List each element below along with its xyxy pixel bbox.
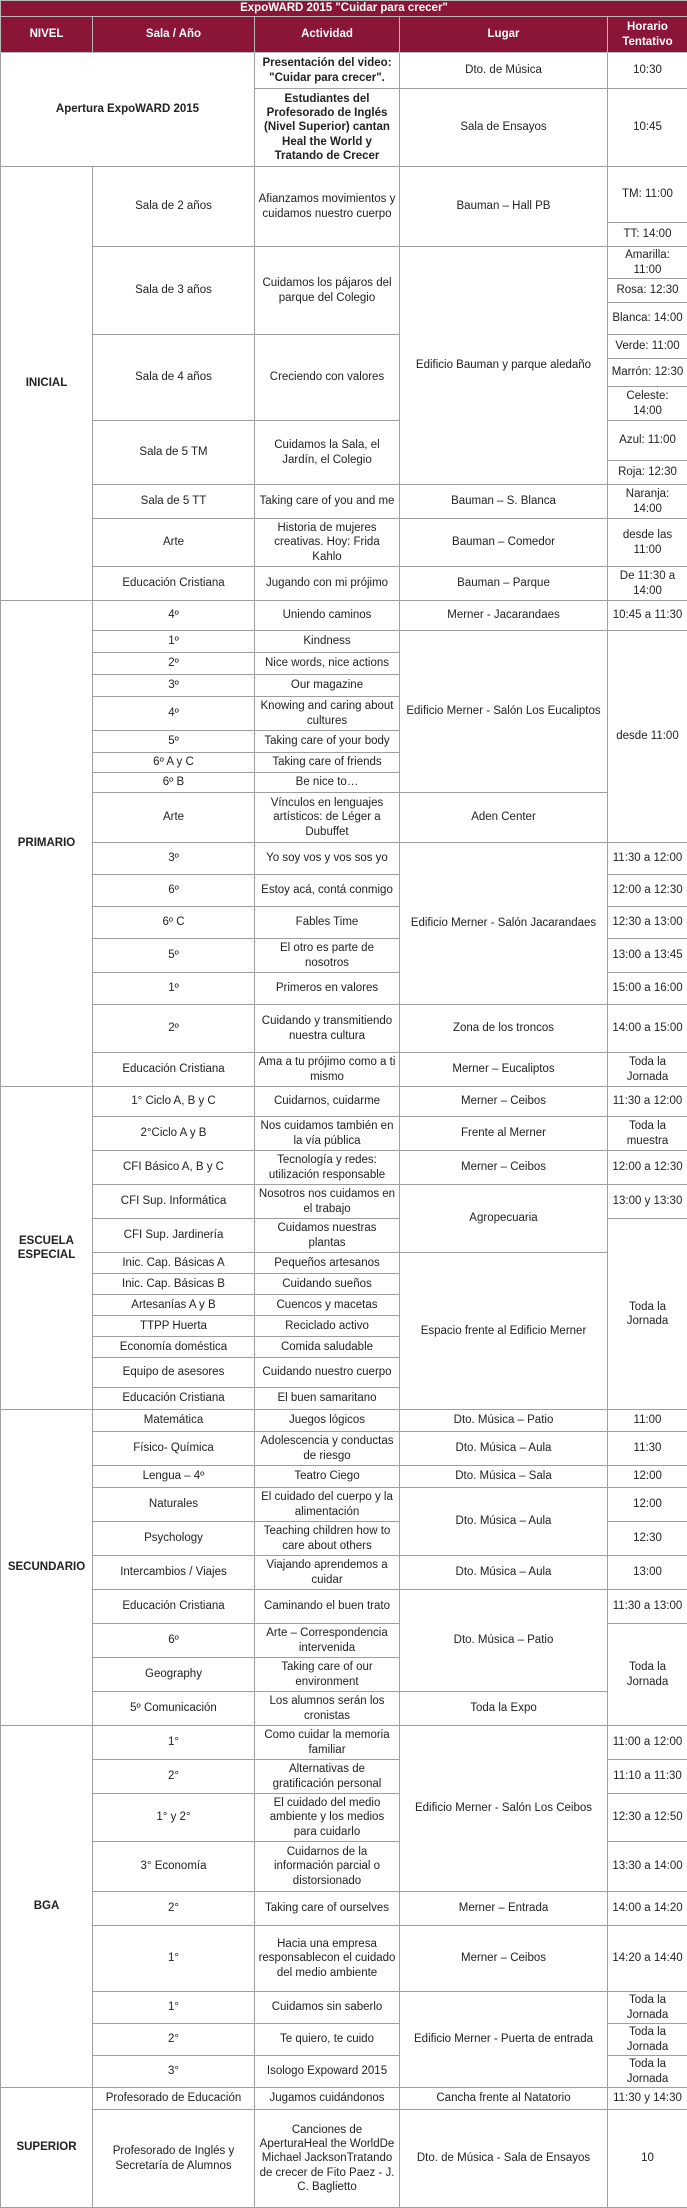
location-cell: Merner – Ceibos [400, 1087, 608, 1117]
time-cell: 14:00 a 14:20 [608, 1892, 687, 1926]
grade-cell: Geography [93, 1658, 255, 1692]
time-cell: 10:45 [608, 89, 687, 167]
grade-cell: 3º [93, 675, 255, 697]
grade-cell: CFI Básico A, B y C [93, 1151, 255, 1185]
time-cell: 11:30 a 13:00 [608, 1590, 687, 1624]
nivel-superior: SUPERIOR [1, 2088, 93, 2208]
table-row [1, 247, 687, 279]
grade-cell: 5º [93, 731, 255, 753]
grade-cell: 6º [93, 875, 255, 907]
location-cell: Edificio Merner - Puerta de entrada [400, 1992, 608, 2088]
table-row [1, 1410, 687, 1432]
activity-cell: Our magazine [255, 675, 400, 697]
grade-cell: 1° [93, 1992, 255, 2024]
activity-cell: Estoy acá, contá conmigo [255, 875, 400, 907]
activity-cell: Ama a tu prójimo como a ti mismo [255, 1053, 400, 1087]
grade-cell: Inic. Cap. Básicas B [93, 1274, 255, 1295]
grade-cell: Sala de 4 años [93, 335, 255, 421]
time-cell: 15:00 a 16:00 [608, 973, 687, 1005]
time-cell: 11:30 y 14:30 [608, 2088, 687, 2110]
time-cell: 14:20 a 14:40 [608, 1926, 687, 1992]
table-row [1, 1692, 687, 1726]
time-cell: 11:00 a 12:00 [608, 1726, 687, 1760]
grade-cell: Arte [93, 793, 255, 843]
activity-cell: Taking care of friends [255, 753, 400, 773]
activity-cell: Viajando aprendemos a cuidar [255, 1556, 400, 1590]
location-cell: Bauman – Hall PB [400, 167, 608, 247]
time-cell: Toda la Jornada [608, 2056, 687, 2088]
grade-cell: Físico- Química [93, 1432, 255, 1466]
time-cell: Toda la Jornada [608, 1219, 687, 1410]
time-cell: Celeste: 14:00 [608, 387, 687, 421]
table-row [1, 1005, 687, 1053]
table-row [1, 519, 687, 567]
time-cell: Amarilla: 11:00 [608, 247, 687, 279]
activity-cell: El otro es parte de nosotros [255, 939, 400, 973]
location-cell: Zona de los troncos [400, 1005, 608, 1053]
grade-cell: 2° [93, 1892, 255, 1926]
time-cell: Marrón: 12:30 [608, 359, 687, 387]
activity-cell: Como cuidar la memoria familiar [255, 1726, 400, 1760]
grade-cell: 6º C [93, 907, 255, 939]
activity-cell: Cuidarnos de la información parcial o distorsionado [255, 1842, 400, 1892]
table-row [1, 2110, 687, 2208]
location-cell: Frente al Merner [400, 1117, 608, 1151]
time-cell: Toda la Jornada [608, 1053, 687, 1087]
activity-cell: Jugando con mi prójimo [255, 567, 400, 601]
location-cell: Merner - Jacarandaes [400, 601, 608, 631]
grade-cell: 3° [93, 2056, 255, 2088]
grade-cell: 1° [93, 1926, 255, 1992]
grade-cell: 6º A y C [93, 753, 255, 773]
activity-cell: Reciclado activo [255, 1316, 400, 1337]
activity-cell: Canciones de AperturaHeal the WorldDe Michael JacksonTratando de crecer de Fito Paez - J. C. Baglietto [255, 2110, 400, 2208]
header-actividad: Actividad [255, 17, 400, 53]
table-row [1, 1151, 687, 1185]
location-cell: Dto. Música – Aula [400, 1432, 608, 1466]
grade-cell: 1° Ciclo A, B y C [93, 1087, 255, 1117]
grade-cell: Economía doméstica [93, 1337, 255, 1358]
table-row [1, 1432, 687, 1466]
grade-cell: 1º [93, 973, 255, 1005]
activity-cell: Cuencos y macetas [255, 1295, 400, 1316]
table-row [1, 1087, 687, 1117]
grade-cell: Psychology [93, 1522, 255, 1556]
activity-cell: El cuidado del medio ambiente y los medios para cuidarlo [255, 1794, 400, 1842]
time-cell: Toda la muestra [608, 1117, 687, 1151]
activity-cell: Uniendo caminos [255, 601, 400, 631]
nivel-inicial: INICIAL [1, 167, 93, 601]
activity-cell: Teaching children how to care about others [255, 1522, 400, 1556]
activity-cell: Nos cuidamos también en la vía pública [255, 1117, 400, 1151]
activity-cell: Alternativas de gratificación personal [255, 1760, 400, 1794]
time-cell: 13:00 [608, 1556, 687, 1590]
time-cell: Naranja: 14:00 [608, 485, 687, 519]
time-cell: 12:00 a 12:30 [608, 1151, 687, 1185]
activity-cell: Cuidamos sin saberlo [255, 1992, 400, 2024]
time-cell: 12:00 [608, 1466, 687, 1488]
grade-cell: 1° y 2° [93, 1794, 255, 1842]
table-row [1, 2088, 687, 2110]
time-cell: 10:45 a 11:30 [608, 601, 687, 631]
grade-cell: Sala de 3 años [93, 247, 255, 335]
nivel-secundario: SECUNDARIO [1, 1410, 93, 1726]
location-cell: Merner – Eucaliptos [400, 1053, 608, 1087]
table-row [1, 1992, 687, 2024]
activity-cell: Taking care of your body [255, 731, 400, 753]
activity-cell: Be nice to… [255, 773, 400, 793]
activity-cell: Teatro Ciego [255, 1466, 400, 1488]
grade-cell: TTPP Huerta [93, 1316, 255, 1337]
activity-cell: Yo soy vos y vos sos yo [255, 843, 400, 875]
time-cell: Rosa: 12:30 [608, 279, 687, 303]
nivel-apertura: Apertura ExpoWARD 2015 [1, 53, 255, 167]
location-cell: Dto. Música – Sala [400, 1466, 608, 1488]
location-cell: Sala de Ensayos [400, 89, 608, 167]
time-cell: 10:30 [608, 53, 687, 89]
time-cell: 12:30 [608, 1522, 687, 1556]
grade-cell: Profesorado de Inglés y Secretaría de Alumnos [93, 2110, 255, 2208]
location-cell: Agropecuaria [400, 1185, 608, 1253]
time-cell: 11:30 a 12:00 [608, 1087, 687, 1117]
time-cell: 12:30 a 13:00 [608, 907, 687, 939]
location-cell: Aden Center [400, 793, 608, 843]
header-sala: Sala / Año [93, 17, 255, 53]
activity-cell: Los alumnos serán los cronistas [255, 1692, 400, 1726]
time-cell: Toda la Jornada [608, 1992, 687, 2024]
grade-cell: 1º [93, 631, 255, 653]
grade-cell: 2° [93, 2024, 255, 2056]
activity-cell: Afianzamos movimientos y cuidamos nuestro cuerpo [255, 167, 400, 247]
activity-cell: Nosotros nos cuidamos en el trabajo [255, 1185, 400, 1219]
time-cell: desde 11:00 [608, 631, 687, 843]
activity-cell: Cuidamos la Sala, el Jardín, el Colegio [255, 421, 400, 485]
activity-cell: Caminando el buen trato [255, 1590, 400, 1624]
time-cell: Blanca: 14:00 [608, 303, 687, 335]
activity-cell: Tecnología y redes: utilización responsable [255, 1151, 400, 1185]
grade-cell: CFI Sup. Informática [93, 1185, 255, 1219]
grade-cell: Educación Cristiana [93, 1590, 255, 1624]
nivel-especial: ESCUELA ESPECIAL [1, 1087, 93, 1410]
time-cell: 13:00 y 13:30 [608, 1185, 687, 1219]
time-cell: 11:30 [608, 1432, 687, 1466]
time-cell: 10 [608, 2110, 687, 2208]
location-cell: Dto. Música – Aula [400, 1556, 608, 1590]
grade-cell: Equipo de asesores [93, 1358, 255, 1388]
grade-cell: CFI Sup. Jardinería [93, 1219, 255, 1253]
activity-cell: Isologo Expoward 2015 [255, 2056, 400, 2088]
table-row [1, 1185, 687, 1219]
table-row [1, 1053, 687, 1087]
activity-cell: Presentación del video: "Cuidar para crecer". [255, 53, 400, 89]
grade-cell: Profesorado de Educación [93, 2088, 255, 2110]
location-cell: Edificio Merner - Salón Jacarandaes [400, 843, 608, 1005]
location-cell: Toda la Expo [400, 1692, 608, 1726]
grade-cell: 6º B [93, 773, 255, 793]
activity-cell: Arte – Correspondencia intervenida [255, 1624, 400, 1658]
nivel-primario: PRIMARIO [1, 601, 93, 1087]
location-cell: Dto. Música – Patio [400, 1590, 608, 1692]
table-title: ExpoWARD 2015 "Cuidar para crecer" [1, 1, 687, 17]
activity-cell: El cuidado del cuerpo y la alimentación [255, 1488, 400, 1522]
table-row [1, 631, 687, 653]
activity-cell: Historia de mujeres creativas. Hoy: Frida Kahlo [255, 519, 400, 567]
grade-cell: 1° [93, 1726, 255, 1760]
location-cell: Espacio frente al Edificio Merner [400, 1253, 608, 1410]
time-cell: Roja: 12:30 [608, 461, 687, 485]
nivel-bga: BGA [1, 1726, 93, 2088]
location-cell: Bauman – S. Blanca [400, 485, 608, 519]
grade-cell: Intercambios / Viajes [93, 1556, 255, 1590]
activity-cell: Nice words, nice actions [255, 653, 400, 675]
time-cell: 11:00 [608, 1410, 687, 1432]
location-cell: Merner – Ceibos [400, 1926, 608, 1992]
table-row [1, 601, 687, 631]
activity-cell: Taking care of ourselves [255, 1892, 400, 1926]
grade-cell: Inic. Cap. Básicas A [93, 1253, 255, 1274]
grade-cell: Arte [93, 519, 255, 567]
grade-cell: Matemática [93, 1410, 255, 1432]
time-cell: Azul: 11:00 [608, 421, 687, 461]
time-cell: 11:10 a 11:30 [608, 1760, 687, 1794]
location-cell: Dto. de Música [400, 53, 608, 89]
location-cell: Dto. de Música - Sala de Ensayos [400, 2110, 608, 2208]
activity-cell: Fables Time [255, 907, 400, 939]
grade-cell: Naturales [93, 1488, 255, 1522]
activity-cell: Taking care of you and me [255, 485, 400, 519]
activity-cell: Cuidamos nuestras plantas [255, 1219, 400, 1253]
grade-cell: 4º [93, 697, 255, 731]
time-cell: Toda la Jornada [608, 1624, 687, 1726]
activity-cell: Juegos lógicos [255, 1410, 400, 1432]
grade-cell: Educación Cristiana [93, 1053, 255, 1087]
table-row [1, 1253, 687, 1274]
location-cell: Edificio Bauman y parque aledaño [400, 247, 608, 485]
location-cell: Edificio Merner - Salón Los Eucaliptos [400, 631, 608, 793]
table-row [1, 53, 687, 89]
time-cell: 13:00 a 13:45 [608, 939, 687, 973]
grade-cell: 2°Ciclo A y B [93, 1117, 255, 1151]
activity-cell: Knowing and caring about cultures [255, 697, 400, 731]
time-cell: TT: 14:00 [608, 223, 687, 247]
time-cell: TM: 11:00 [608, 167, 687, 223]
activity-cell: Adolescencia y conductas de riesgo [255, 1432, 400, 1466]
activity-cell: Cuidando sueños [255, 1274, 400, 1295]
grade-cell: 5º Comunicación [93, 1692, 255, 1726]
location-cell: Bauman – Comedor [400, 519, 608, 567]
location-cell: Dto. Música – Aula [400, 1488, 608, 1556]
grade-cell: 5º [93, 939, 255, 973]
table-row [1, 793, 687, 843]
activity-cell: Estudiantes del Profesorado de Inglés (Nivel Superior) cantan Heal the World y Tratando de Crecer [255, 89, 400, 167]
activity-cell: Cuidando y transmitiendo nuestra cultura [255, 1005, 400, 1053]
header-nivel: NIVEL [1, 17, 93, 53]
activity-cell: Pequeños artesanos [255, 1253, 400, 1274]
table-row [1, 1892, 687, 1926]
time-cell: 11:30 a 12:00 [608, 843, 687, 875]
location-cell: Dto. Música – Patio [400, 1410, 608, 1432]
location-cell: Cancha frente al Natatorio [400, 2088, 608, 2110]
activity-cell: Jugamos cuidándonos [255, 2088, 400, 2110]
time-cell: De 11:30 a 14:00 [608, 567, 687, 601]
table-row [1, 1488, 687, 1522]
grade-cell: Sala de 5 TT [93, 485, 255, 519]
time-cell: 13:30 a 14:00 [608, 1842, 687, 1892]
table-row [1, 1726, 687, 1760]
grade-cell: Educación Cristiana [93, 1388, 255, 1410]
grade-cell: 4º [93, 601, 255, 631]
location-cell: Merner – Entrada [400, 1892, 608, 1926]
activity-cell: Vínculos en lenguajes artísticos: de Léger a Dubuffet [255, 793, 400, 843]
time-cell: 12:30 a 12:50 [608, 1794, 687, 1842]
activity-cell: Cuidando nuestro cuerpo [255, 1358, 400, 1388]
time-cell: Verde: 11:00 [608, 335, 687, 359]
activity-cell: Kindness [255, 631, 400, 653]
time-cell: Toda la Jornada [608, 2024, 687, 2056]
grade-cell: 6º [93, 1624, 255, 1658]
activity-cell: Cuidarnos, cuidarme [255, 1087, 400, 1117]
grade-cell: Sala de 5 TM [93, 421, 255, 485]
table-row [1, 567, 687, 601]
activity-cell: Hacia una empresa responsablecon el cuidado del medio ambiente [255, 1926, 400, 1992]
activity-cell: Creciendo con valores [255, 335, 400, 421]
activity-cell: El buen samaritano [255, 1388, 400, 1410]
grade-cell: 3º [93, 843, 255, 875]
time-cell: 12:00 [608, 1488, 687, 1522]
table-row [1, 843, 687, 875]
grade-cell: 2º [93, 653, 255, 675]
activity-cell: Taking care of our environment [255, 1658, 400, 1692]
table-row [1, 1466, 687, 1488]
table-row [1, 1556, 687, 1590]
activity-cell: Comida saludable [255, 1337, 400, 1358]
time-cell: 12:00 a 12:30 [608, 875, 687, 907]
activity-cell: Te quiero, te cuido [255, 2024, 400, 2056]
activity-cell: Primeros en valores [255, 973, 400, 1005]
location-cell: Bauman – Parque [400, 567, 608, 601]
table-row [1, 1590, 687, 1624]
time-cell: desde las 11:00 [608, 519, 687, 567]
table-row [1, 167, 687, 223]
location-cell: Edificio Merner - Salón Los Ceibos [400, 1726, 608, 1892]
table-row [1, 485, 687, 519]
header-lugar: Lugar [400, 17, 608, 53]
grade-cell: Artesanías A y B [93, 1295, 255, 1316]
grade-cell: 3° Economía [93, 1842, 255, 1892]
grade-cell: Lengua – 4º [93, 1466, 255, 1488]
header-horario: Horario Tentativo [608, 17, 687, 53]
table-row [1, 1926, 687, 1992]
grade-cell: Educación Cristiana [93, 567, 255, 601]
table-row [1, 1117, 687, 1151]
grade-cell: Sala de 2 años [93, 167, 255, 247]
activity-cell: Cuidamos los pájaros del parque del Colegio [255, 247, 400, 335]
grade-cell: 2º [93, 1005, 255, 1053]
time-cell: 14:00 a 15:00 [608, 1005, 687, 1053]
grade-cell: 2° [93, 1760, 255, 1794]
location-cell: Merner – Ceibos [400, 1151, 608, 1185]
